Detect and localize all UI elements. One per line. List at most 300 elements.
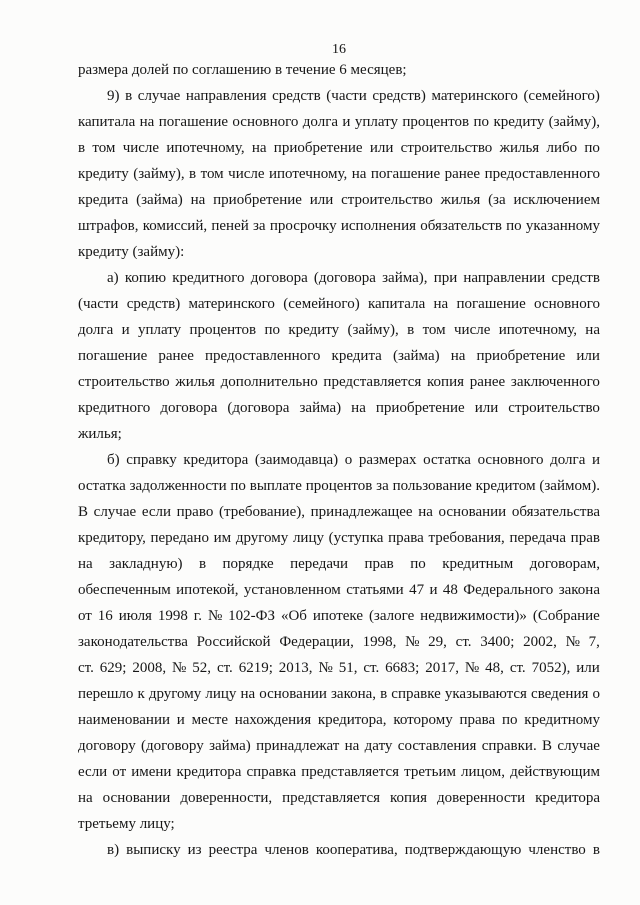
word: (займом). [539,478,600,494]
word: требования, [428,530,505,546]
word: или [576,660,600,676]
word: к [137,686,145,702]
word: строительство [400,140,493,156]
text-line: жилья; [78,426,122,442]
word: 102-ФЗ [228,608,276,624]
word: ипотеке [312,608,364,624]
word: ст. [363,660,380,676]
word: погашение [456,296,526,312]
text-line [78,733,600,759]
word: наименовании [78,712,171,728]
text-line [78,759,600,785]
word: в) [107,842,120,858]
word: кредитора [183,452,249,468]
word: материнского [431,88,518,104]
word: пользование [392,478,472,494]
paragraph-item-b [78,447,600,837]
word: приобретение [476,348,566,364]
word: займа), [382,270,428,286]
word: В [542,738,553,754]
word: приобретение [375,400,465,416]
word: погашение [78,348,148,364]
text-line [78,161,600,187]
word: кредитного [172,270,245,286]
word: копию [124,270,167,286]
word: и [342,114,351,130]
word: ранее [469,374,506,390]
word: по [584,140,600,156]
word: средств) [126,296,181,312]
word: лицом, [461,764,506,780]
word: за [376,478,389,494]
word: принадлежащее [310,504,413,520]
document-body [78,57,600,863]
word: случае [93,504,137,520]
word: уплату [137,322,182,338]
word: при [433,270,458,286]
word: передано [150,530,209,546]
word: которому [393,712,453,728]
word: кредитным [442,556,514,572]
word: № [207,608,223,624]
text-line: третьему лицу; [78,816,175,832]
word: или [309,192,334,208]
word: из [187,842,202,858]
word: процентов [189,322,257,338]
word: имени [131,764,172,780]
word: лицу [205,686,237,702]
word: приобретение [273,140,363,156]
word: на [450,348,466,364]
word: ранее [158,348,194,364]
word: том [200,166,224,182]
word: процентов [305,478,373,494]
word: ипотечному, [166,140,245,156]
word: кредитом [475,478,536,494]
word: капитала [78,114,136,130]
word: представляется [282,790,381,806]
word: 629; [99,660,127,676]
word: составления [397,738,477,754]
text-line [78,265,600,291]
word: по [410,556,426,572]
word: представляется [301,764,400,780]
word: (займа) [392,348,440,364]
word: в [189,166,197,182]
word: 16 [97,608,113,624]
word: (договору [141,738,204,754]
text-line [78,603,600,629]
word: на [344,738,360,754]
word: комиссий, [142,218,208,234]
word: займа) [299,400,342,416]
word: представляется [323,374,422,390]
word: 7052), [531,660,571,676]
word: в [592,842,600,858]
word: погашение [158,114,229,130]
word: направления [185,88,267,104]
word: средств) [372,88,426,104]
word: кредитора [176,764,242,780]
word: по [501,712,518,728]
word: дополнительно [220,374,318,390]
paragraph-item-9 [78,83,600,265]
word: кредиту [493,114,545,130]
word: и [591,452,600,468]
word: капитала [367,296,426,312]
text-line [78,499,600,525]
word: направлении [463,270,546,286]
word: 6219; [238,660,273,676]
word: В [78,504,89,520]
word: закона [558,582,600,598]
word: числе [454,322,491,338]
word: № [464,660,480,676]
word: в [380,686,388,702]
word: лицу [292,530,324,546]
word: основании [438,504,507,520]
word: процентов [402,114,470,130]
word: кредитора, [317,712,387,728]
text-line [78,473,600,499]
word: им [213,530,232,546]
word: права [388,530,424,546]
text-line [78,577,600,603]
word: жилья [440,192,481,208]
text-line [78,655,600,681]
word: (договора [313,270,376,286]
word: предоставленного [484,166,600,182]
word: ипотечному, [269,166,348,182]
word: выписку [126,842,181,858]
word: ст. [216,660,233,676]
word: недвижимости)» [420,608,527,624]
word: копия [390,790,428,806]
word: членство [528,842,586,858]
word: случае [137,88,181,104]
text-line [78,291,600,317]
word: 3400; [480,634,515,650]
word: реестра [208,842,258,858]
word: 1998 [157,608,188,624]
word: ст. [509,660,526,676]
word: по [230,478,246,494]
word: принадлежат [256,738,340,754]
word: если [78,764,108,780]
page-number: 16 [332,42,346,57]
word: материнского [188,296,275,312]
word: договора [250,270,308,286]
word: прав [364,556,394,572]
word: кредита [78,192,129,208]
word: сведения [531,686,589,702]
word: жилья [499,140,540,156]
word: передачи [290,556,349,572]
word: обязательства [511,504,600,520]
word: Российской [196,634,271,650]
word: в [198,556,207,572]
word: 6683; [385,660,420,676]
word: жилья [175,374,215,390]
word: либо [546,140,578,156]
word: № [172,660,187,676]
text-line [78,707,600,733]
word: перешло [78,686,134,702]
word: 2013, [278,660,313,676]
text-line [78,681,600,707]
word: копия [427,374,464,390]
word: (займу), [133,166,185,182]
word: Федерального [463,582,554,598]
word: а) [107,270,119,286]
word: приобретение [213,192,302,208]
word: уплату [354,114,398,130]
word: долга [302,114,339,130]
word: основании [102,790,171,806]
word: в [78,140,86,156]
text-line [78,525,600,551]
word: передача [509,530,566,546]
word: 7, [588,634,600,650]
text-line [78,109,600,135]
word: указываются [444,686,527,702]
text-line [78,395,600,421]
word: № [405,634,420,650]
word: 2002, [523,634,557,650]
word: справки. [481,738,537,754]
word: дату [364,738,393,754]
word: статьями [346,582,404,598]
word: том [422,322,446,338]
word: другому [148,686,202,702]
word: месте [191,712,228,728]
word: кредитного [78,400,151,416]
word: на [351,166,367,182]
word: ипотекой, [176,582,239,598]
paragraph-item-v [78,837,600,863]
word: (договора [227,400,290,416]
word: договора [160,400,218,416]
word: займа) [209,738,251,754]
word: том [92,140,116,156]
word: договорам, [529,556,600,572]
paragraph-item-a [78,265,600,447]
word: № [565,634,580,650]
word: основного [477,452,544,468]
word: и [121,322,130,338]
text-line [78,369,600,395]
word: (заимодавца) [254,452,339,468]
word: кредитора [535,790,600,806]
word: по [506,218,522,234]
word: на [190,192,206,208]
text-line [78,213,600,239]
text-line [78,629,600,655]
word: справке [391,686,441,702]
text-line [78,837,600,863]
word: другому [235,530,289,546]
word: штрафов, [78,218,139,234]
word: на [351,400,366,416]
word: о [344,452,353,468]
word: предоставленного [205,348,321,364]
word: числе [228,166,265,182]
word: 47 [409,582,425,598]
word: законодательства [78,634,188,650]
word: пеней [211,218,249,234]
word: задолженности [129,478,227,494]
word: основании [259,686,327,702]
text-line [78,135,600,161]
word: кредиту [288,322,340,338]
word: (части [78,296,119,312]
word: на [433,296,449,312]
word: право [176,504,214,520]
word: долга [78,322,114,338]
word: выплате [249,478,302,494]
text-line [78,447,600,473]
word: за [253,218,266,234]
word: на [418,504,433,520]
word: средств [551,270,600,286]
word: на [139,114,155,130]
text-line [78,187,600,213]
word: (семейного) [283,296,360,312]
word: договору [78,738,136,754]
word: от [112,764,127,780]
word: справку [126,452,177,468]
word: 48, [485,660,504,676]
text-line: кредиту (займу): [78,244,185,260]
word: по [264,322,280,338]
word: № [318,660,333,676]
word: 2017, [425,660,459,676]
word: указанному [525,218,600,234]
word: или [576,348,600,364]
word: 1998, [362,634,397,650]
word: 51, [338,660,358,676]
word: и [176,712,185,728]
word: остатка [78,478,126,494]
word: на [78,790,93,806]
word: третьим [404,764,456,780]
word: погашение [370,166,441,182]
word: порядке [222,556,274,572]
word: строительство [341,192,433,208]
text-line [78,317,600,343]
word: (Собрание [532,608,600,624]
word: (займу), [347,322,399,338]
word: (займа) [136,192,183,208]
word: основного [232,114,299,130]
word: от [78,608,92,624]
word: исключением [513,192,600,208]
word: долга [550,452,586,468]
word: 29, [428,634,447,650]
text-line [78,343,600,369]
word: 52, [192,660,212,676]
word: (семейного) [523,88,600,104]
word: в [407,322,415,338]
word: справка [246,764,297,780]
word: в [125,88,133,104]
word: или [369,140,394,156]
word: нахождения [234,712,312,728]
word: кредитору, [78,530,146,546]
word: обеспеченным [78,582,171,598]
text-line [78,551,600,577]
word: ст. [455,634,472,650]
word: Федерации, [279,634,354,650]
word: основного [534,296,600,312]
word: случае [557,738,600,754]
word: на [78,556,93,572]
word: ст. [78,660,94,676]
word: обязательств [420,218,502,234]
word: (за [488,192,506,208]
word: доверенности [436,790,526,806]
word: (займу), [548,114,600,130]
paragraph-continuation [78,57,600,83]
word: строительство [508,400,600,416]
word: «Об [280,608,307,624]
word: (уступка [328,530,384,546]
word: (части [326,88,367,104]
word: кредитному [524,712,600,728]
word: числе [122,140,160,156]
word: размерах [358,452,417,468]
word: кредиту [78,166,129,182]
word: (залоге [368,608,415,624]
word: доверенности, [180,790,273,806]
word: закона, [331,686,377,702]
word: остатка [423,452,471,468]
word: (требование), [218,504,305,520]
word: заключенного [510,374,600,390]
word: 9) [107,88,120,104]
word: по [473,114,490,130]
word: или [474,400,499,416]
word: г. [193,608,203,624]
word: ипотечному, [498,322,577,338]
word: прав [570,530,600,546]
word: и [429,582,438,598]
word: июля [118,608,152,624]
text-line [78,785,600,811]
word: исполнения [340,218,416,234]
word: б) [107,452,120,468]
word: ранее [444,166,481,182]
word: 2008, [132,660,167,676]
word: на [585,322,600,338]
word: кредита [331,348,382,364]
word: кооператива, [315,842,398,858]
word: строительство [78,374,170,390]
word: права [459,712,496,728]
word: на [240,686,256,702]
word: подтверждающую [404,842,522,858]
word: действующим [510,764,600,780]
word: членов [264,842,309,858]
word: если [141,504,172,520]
word: на [251,140,267,156]
word: средств [272,88,321,104]
word: установленном [243,582,341,598]
text-line [78,83,600,109]
word: о [592,686,600,702]
text-line: размера долей по соглашению в течение 6 месяцев; [78,62,407,78]
word: 48 [442,582,458,598]
